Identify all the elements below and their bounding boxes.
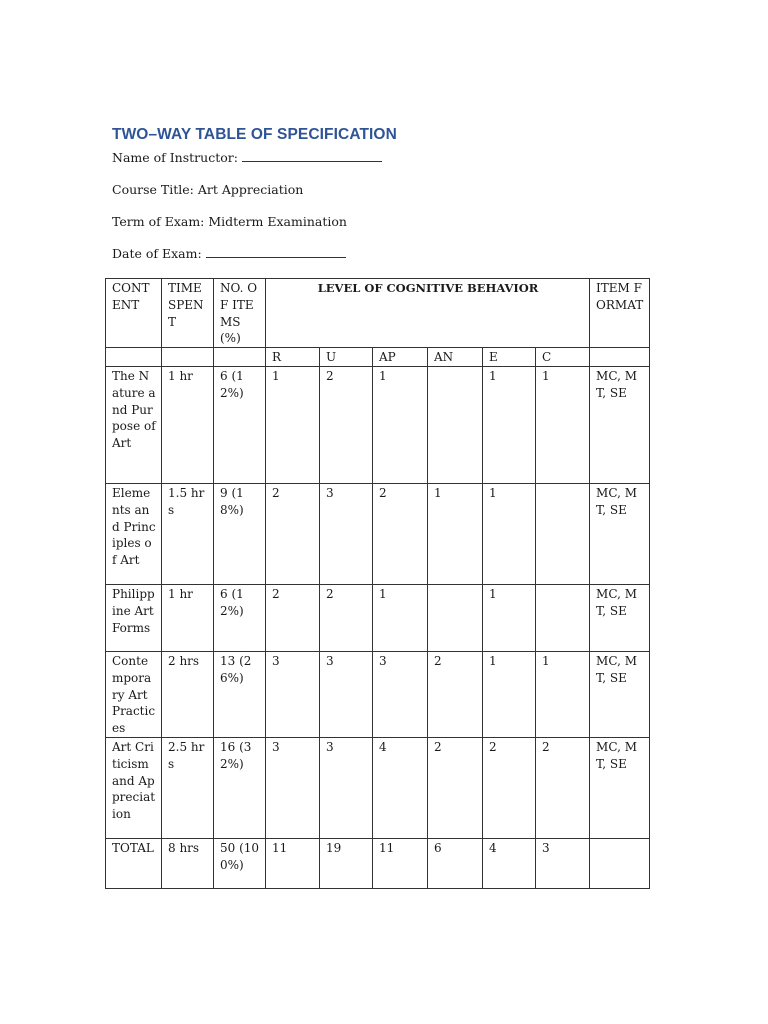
exam-date-blank xyxy=(206,247,346,258)
cell-an: 1 xyxy=(428,483,483,584)
cell-u: 3 xyxy=(320,483,373,584)
cell-r: 1 xyxy=(266,366,320,483)
table-row xyxy=(106,483,650,584)
cell-u: 2 xyxy=(320,584,373,651)
cell-e: 4 xyxy=(483,838,536,888)
header-row xyxy=(106,279,650,348)
cell-u: 3 xyxy=(320,737,373,838)
empty-cell xyxy=(214,348,266,367)
cell-u: 19 xyxy=(320,838,373,888)
cell-format: MC, MT, SE xyxy=(590,483,650,584)
cell-time: 2.5 hrs xyxy=(162,737,214,838)
cell-content: TOTAL xyxy=(106,838,162,888)
cell-time: 1 hr xyxy=(162,366,214,483)
cell-ap: 4 xyxy=(373,737,428,838)
cell-u: 2 xyxy=(320,366,373,483)
specification-table xyxy=(105,278,650,889)
cell-ap: 1 xyxy=(373,584,428,651)
cell-content: Philippine Art Forms xyxy=(106,584,162,651)
exam-date-label: Date of Exam: xyxy=(112,246,202,261)
cell-items: 13 (26%) xyxy=(214,651,266,737)
cell-c xyxy=(536,584,590,651)
cell-an xyxy=(428,366,483,483)
header-level-of-cognitive-behavior: LEVEL OF COGNITIVE BEHAVIOR xyxy=(266,279,590,348)
cell-r: 3 xyxy=(266,737,320,838)
course-title: Course Title: Art Appreciation xyxy=(112,182,304,197)
empty-cell xyxy=(106,348,162,367)
level-label-r: R xyxy=(266,348,320,367)
cell-c xyxy=(536,483,590,584)
cell-an xyxy=(428,584,483,651)
instructor-blank xyxy=(242,151,382,162)
cell-items: 16 (32%) xyxy=(214,737,266,838)
cell-items: 6 (12%) xyxy=(214,584,266,651)
level-label-c: C xyxy=(536,348,590,367)
cell-e: 2 xyxy=(483,737,536,838)
cell-items: 6 (12%) xyxy=(214,366,266,483)
table-row xyxy=(106,651,650,737)
cell-format: MC, MT, SE xyxy=(590,651,650,737)
page-title: TWO–WAY TABLE OF SPECIFICATION xyxy=(112,126,397,143)
cell-content: The Nature and Purpose of Art xyxy=(106,366,162,483)
cell-ap: 3 xyxy=(373,651,428,737)
cell-ap: 1 xyxy=(373,366,428,483)
total-row xyxy=(106,838,650,888)
level-label-an: AN xyxy=(428,348,483,367)
cell-content: Art Criticism and Appreciation xyxy=(106,737,162,838)
header-time-spent: TIME SPENT xyxy=(162,279,214,348)
cell-time: 1 hr xyxy=(162,584,214,651)
cell-ap: 11 xyxy=(373,838,428,888)
cell-u: 3 xyxy=(320,651,373,737)
cell-ap: 2 xyxy=(373,483,428,584)
cell-r: 3 xyxy=(266,651,320,737)
header-content: CONTENT xyxy=(106,279,162,348)
cell-format xyxy=(590,838,650,888)
cell-content: Elements and Principles of Art xyxy=(106,483,162,584)
cell-c: 2 xyxy=(536,737,590,838)
cell-format: MC, MT, SE xyxy=(590,366,650,483)
cell-items: 9 (18%) xyxy=(214,483,266,584)
header-no-of-items: NO. OF ITEMS (%) xyxy=(214,279,266,348)
cell-items: 50 (100%) xyxy=(214,838,266,888)
cell-e: 1 xyxy=(483,366,536,483)
empty-cell xyxy=(162,348,214,367)
instructor-line xyxy=(112,150,382,165)
cell-format: MC, MT, SE xyxy=(590,584,650,651)
cell-r: 2 xyxy=(266,584,320,651)
cell-time: 1.5 hrs xyxy=(162,483,214,584)
cell-an: 2 xyxy=(428,737,483,838)
instructor-label: Name of Instructor: xyxy=(112,150,238,165)
level-label-u: U xyxy=(320,348,373,367)
cell-e: 1 xyxy=(483,584,536,651)
level-label-ap: AP xyxy=(373,348,428,367)
table-row xyxy=(106,737,650,838)
cell-e: 1 xyxy=(483,483,536,584)
cell-an: 2 xyxy=(428,651,483,737)
cell-c: 1 xyxy=(536,651,590,737)
cell-r: 11 xyxy=(266,838,320,888)
cell-time: 8 hrs xyxy=(162,838,214,888)
level-label-e: E xyxy=(483,348,536,367)
exam-date-line xyxy=(112,246,346,261)
empty-cell xyxy=(590,348,650,367)
cell-an: 6 xyxy=(428,838,483,888)
header-item-format: ITEM FORMAT xyxy=(590,279,650,348)
cell-content: Contemporary Art Practices xyxy=(106,651,162,737)
table-row xyxy=(106,366,650,483)
cell-e: 1 xyxy=(483,651,536,737)
cell-r: 2 xyxy=(266,483,320,584)
cell-format: MC, MT, SE xyxy=(590,737,650,838)
cell-time: 2 hrs xyxy=(162,651,214,737)
exam-term: Term of Exam: Midterm Examination xyxy=(112,214,347,229)
cell-c: 1 xyxy=(536,366,590,483)
table-row xyxy=(106,584,650,651)
level-labels-row xyxy=(106,348,650,367)
cell-c: 3 xyxy=(536,838,590,888)
